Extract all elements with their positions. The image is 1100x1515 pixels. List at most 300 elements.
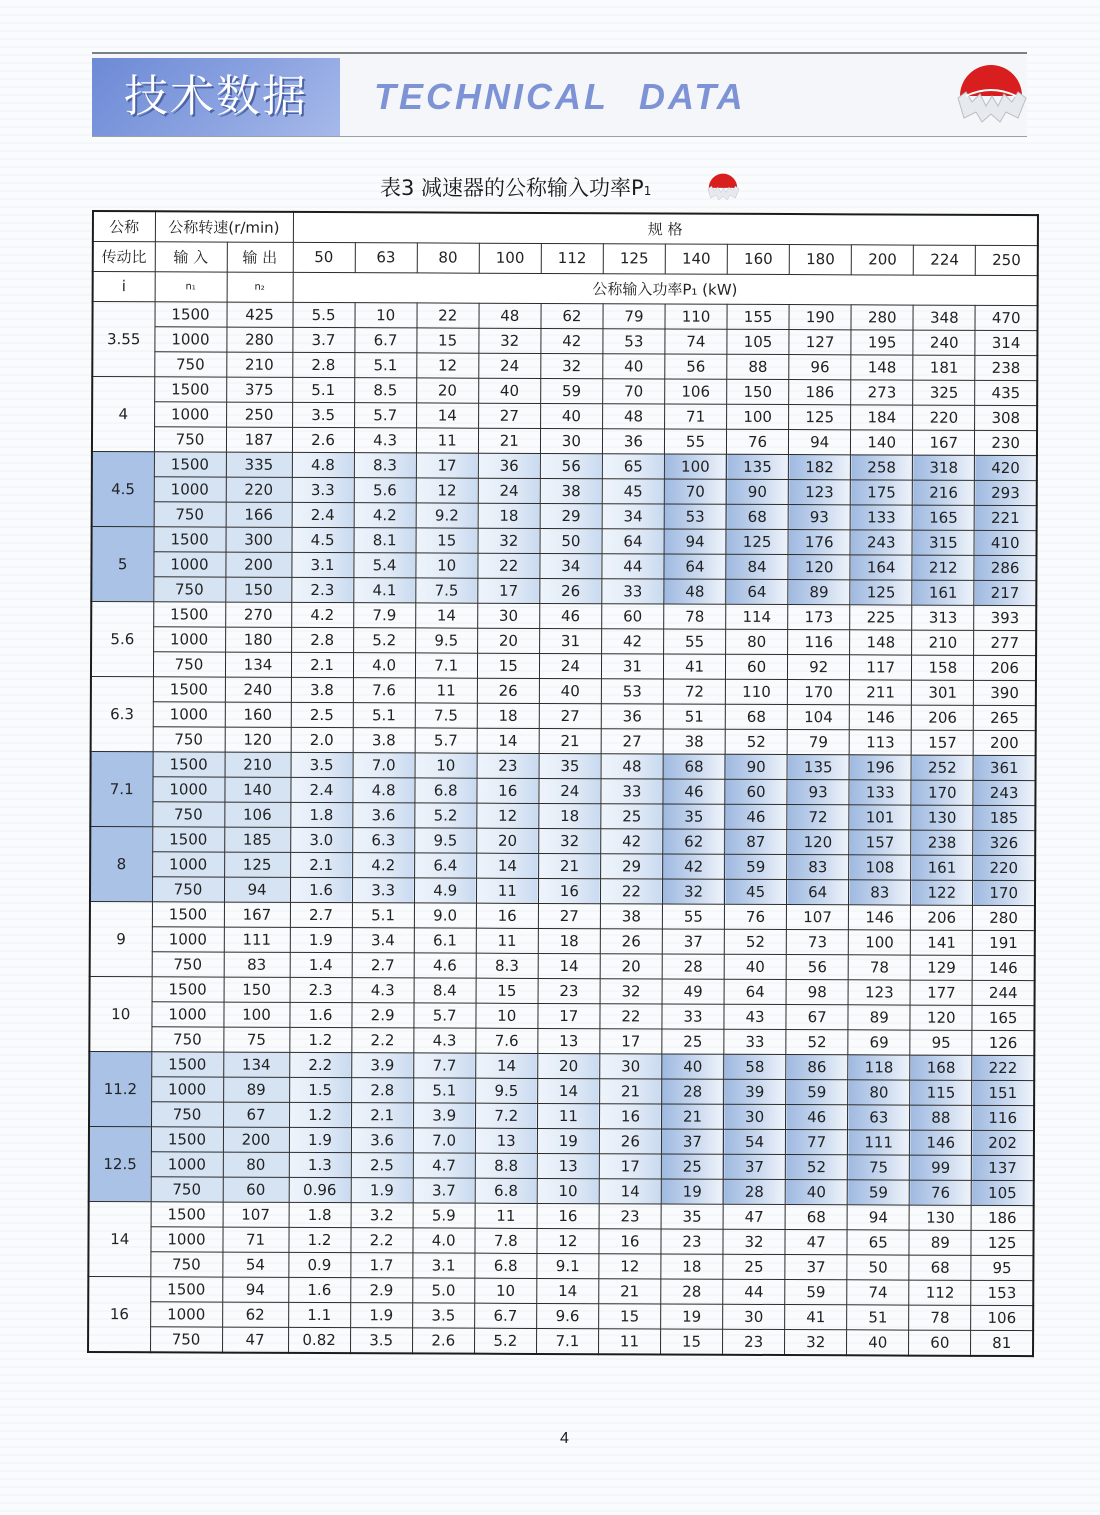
power-cell: 88 [727, 354, 789, 379]
power-cell: 46 [663, 778, 725, 803]
power-cell: 40 [847, 1329, 909, 1355]
power-cell: 2.9 [352, 1002, 414, 1027]
power-cell: 13 [537, 1153, 599, 1178]
size-header-cell: 200 [851, 244, 913, 274]
power-cell: 8.3 [354, 452, 416, 477]
power-cell: 195 [851, 329, 913, 354]
ratio-cell: 7.1 [90, 751, 152, 826]
power-cell: 170 [787, 679, 849, 704]
power-cell: 7.2 [475, 1103, 537, 1128]
power-cell: 51 [663, 703, 725, 728]
spec-header: 规 格 [293, 212, 1038, 245]
input-speed-cell: 750 [150, 1326, 222, 1352]
power-cell: 15 [660, 1328, 722, 1354]
power-cell: 27 [538, 903, 600, 928]
power-cell: 7.6 [353, 677, 415, 702]
power-cell: 52 [724, 929, 786, 954]
power-cell: 206 [974, 655, 1036, 680]
power-cell: 98 [786, 979, 848, 1004]
power-cell: 220 [973, 855, 1035, 880]
power-cell: 40 [539, 678, 601, 703]
power-cell: 12 [416, 477, 478, 502]
power-cell: 41 [785, 1304, 847, 1329]
power-cell: 10 [355, 302, 417, 327]
power-cell: 20 [476, 828, 538, 853]
power-cell: 50 [847, 1254, 909, 1279]
power-cell: 1.8 [289, 1202, 351, 1227]
input-speed-cell: 750 [154, 351, 226, 376]
power-cell: 9.0 [414, 902, 476, 927]
output-speed-cell: 200 [223, 1127, 289, 1152]
power-cell: 89 [788, 579, 850, 604]
power-cell: 211 [850, 679, 912, 704]
input-speed-cell: 1500 [153, 751, 225, 776]
power-cell: 28 [662, 953, 724, 978]
power-cell: 3.5 [412, 1302, 474, 1327]
power-cell: 41 [663, 653, 725, 678]
power-cell: 23 [477, 753, 539, 778]
power-cell: 92 [788, 654, 850, 679]
table-caption [380, 170, 780, 206]
power-cell: 25 [601, 803, 663, 828]
power-cell: 7.5 [415, 577, 477, 602]
power-cell: 6.4 [414, 852, 476, 877]
power-cell: 14 [415, 602, 477, 627]
power-cell: 4.6 [414, 952, 476, 977]
power-cell: 206 [912, 705, 974, 730]
power-cell: 65 [602, 453, 664, 478]
power-cell: 6.8 [415, 777, 477, 802]
power-cell: 9.1 [537, 1253, 599, 1278]
power-cell: 52 [786, 1029, 848, 1054]
power-cell: 100 [727, 404, 789, 429]
power-cell: 2.5 [291, 702, 353, 727]
power-cell: 63 [848, 1104, 910, 1129]
ratio-cell: 5.6 [91, 601, 153, 676]
power-cell: 59 [786, 1079, 848, 1104]
power-cell: 3.3 [292, 477, 354, 502]
power-cell: 5.7 [415, 727, 477, 752]
power-cell: 69 [848, 1029, 910, 1054]
power-cell: 115 [910, 1080, 972, 1105]
power-cell: 12 [599, 1253, 661, 1278]
power-cell: 1.1 [288, 1302, 350, 1327]
power-cell: 7.0 [353, 752, 415, 777]
power-cell: 125 [850, 579, 912, 604]
power-cell: 58 [724, 1054, 786, 1079]
power-cell: 39 [724, 1079, 786, 1104]
output-speed-cell: 335 [226, 452, 292, 477]
input-speed-cell: 1500 [151, 1126, 223, 1151]
power-cell: 14 [475, 1053, 537, 1078]
power-cell: 3.4 [352, 927, 414, 952]
power-cell: 55 [662, 903, 724, 928]
power-cell: 3.6 [351, 1127, 413, 1152]
power-cell: 14 [477, 728, 539, 753]
power-cell: 22 [478, 553, 540, 578]
input-speed-cell: 1000 [154, 476, 226, 501]
input-speed-cell: 1000 [150, 1301, 222, 1326]
power-cell: 22 [417, 302, 479, 327]
power-cell: 68 [663, 753, 725, 778]
power-cell: 19 [537, 1128, 599, 1153]
power-cell: 15 [477, 653, 539, 678]
power-cell: 18 [477, 703, 539, 728]
power-cell: 181 [913, 355, 975, 380]
table-row [88, 1326, 1033, 1356]
power-cell: 1.2 [288, 1227, 350, 1252]
power-cell: 81 [971, 1330, 1033, 1356]
output-speed-cell: 67 [223, 1102, 289, 1127]
size-header-cell: 80 [417, 242, 479, 272]
power-cell: 8.1 [354, 527, 416, 552]
power-cell: 5.7 [414, 1002, 476, 1027]
power-cell: 113 [849, 729, 911, 754]
input-speed-cell: 750 [151, 1176, 223, 1201]
power-cell: 120 [787, 829, 849, 854]
power-cell: 106 [971, 1305, 1033, 1330]
power-cell: 44 [723, 1279, 785, 1304]
output-speed-cell: 166 [226, 502, 292, 527]
power-cell: 157 [849, 829, 911, 854]
power-cell: 59 [540, 378, 602, 403]
power-cell: 99 [910, 1155, 972, 1180]
power-cell: 30 [724, 1104, 786, 1129]
power-cell: 53 [603, 328, 665, 353]
input-speed-cell: 1000 [153, 551, 225, 576]
power-cell: 10 [415, 752, 477, 777]
output-speed-cell: 140 [224, 777, 290, 802]
power-cell: 32 [478, 528, 540, 553]
power-cell: 22 [600, 878, 662, 903]
power-cell: 161 [911, 855, 973, 880]
power-cell: 14 [416, 402, 478, 427]
power-cell: 13 [475, 1128, 537, 1153]
power-cell: 125 [789, 404, 851, 429]
power-cell: 72 [787, 804, 849, 829]
power-cell: 40 [662, 1053, 724, 1078]
output-speed-cell: 425 [226, 302, 292, 327]
power-cell: 24 [539, 778, 601, 803]
input-speed-cell: 750 [152, 876, 224, 901]
power-cell: 217 [974, 580, 1036, 605]
power-cell: 64 [724, 979, 786, 1004]
power-cell: 238 [911, 830, 973, 855]
power-cell: 46 [786, 1104, 848, 1129]
power-cell: 62 [541, 303, 603, 328]
ratio-cell: 4.5 [92, 451, 154, 526]
power-cell: 191 [973, 930, 1035, 955]
power-cell: 120 [910, 1005, 972, 1030]
power-cell: 46 [539, 603, 601, 628]
ratio-cell: 3.55 [92, 301, 154, 376]
power-cell: 35 [539, 753, 601, 778]
power-cell: 155 [727, 304, 789, 329]
power-cell: 16 [537, 1203, 599, 1228]
input-speed-cell: 1000 [151, 1001, 223, 1026]
power-cell: 130 [911, 805, 973, 830]
power-cell: 117 [850, 654, 912, 679]
power-cell: 11 [415, 677, 477, 702]
output-speed-cell: 280 [226, 327, 292, 352]
power-cell: 3.8 [353, 727, 415, 752]
power-cell: 5.9 [413, 1202, 475, 1227]
power-cell: 46 [725, 804, 787, 829]
output-speed-cell: 210 [226, 352, 292, 377]
input-speed-cell: 750 [154, 501, 226, 526]
power-cell: 18 [661, 1253, 723, 1278]
header-title-en [374, 76, 776, 118]
power-cell: 175 [850, 479, 912, 504]
power-cell: 56 [786, 954, 848, 979]
power-cell: 7.7 [413, 1052, 475, 1077]
power-cell: 96 [789, 354, 851, 379]
power-cell: 29 [600, 853, 662, 878]
power-cell: 2.7 [352, 952, 414, 977]
power-cell: 55 [664, 429, 726, 454]
power-cell: 4.3 [354, 427, 416, 452]
power-cell: 315 [912, 530, 974, 555]
power-cell: 140 [851, 429, 913, 454]
power-cell: 7.8 [475, 1228, 537, 1253]
power-cell: 200 [973, 730, 1035, 755]
power-cell: 5.6 [354, 477, 416, 502]
power-cell: 77 [786, 1129, 848, 1154]
power-cell: 244 [972, 980, 1034, 1005]
power-cell: 176 [788, 529, 850, 554]
power-cell: 68 [785, 1204, 847, 1229]
power-cell: 76 [724, 904, 786, 929]
power-cell: 164 [850, 554, 912, 579]
power-cell: 185 [973, 805, 1035, 830]
power-cell: 243 [850, 529, 912, 554]
power-cell: 252 [911, 755, 973, 780]
power-cell: 165 [912, 505, 974, 530]
power-cell: 151 [972, 1080, 1034, 1105]
input-speed-cell: 1500 [154, 301, 226, 326]
power-cell: 73 [786, 929, 848, 954]
power-cell: 20 [416, 377, 478, 402]
output-speed-cell: 134 [223, 1052, 289, 1077]
power-cell: 47 [723, 1204, 785, 1229]
input-header: 输 入 [155, 241, 227, 271]
input-speed-cell: 1500 [153, 601, 225, 626]
ratio-header-line2: 传动比 [93, 241, 155, 271]
output-speed-cell: 89 [223, 1077, 289, 1102]
power-cell: 40 [478, 378, 540, 403]
power-cell: 70 [603, 378, 665, 403]
power-cell: 65 [847, 1229, 909, 1254]
size-header-cell: 125 [603, 243, 665, 273]
power-cell: 1.6 [290, 877, 352, 902]
power-cell: 7.9 [353, 602, 415, 627]
power-cell: 14 [476, 853, 538, 878]
power-cell: 220 [913, 405, 975, 430]
power-cell: 50 [540, 528, 602, 553]
power-cell: 56 [665, 354, 727, 379]
power-cell: 126 [972, 1030, 1034, 1055]
output-speed-cell: 187 [226, 427, 292, 452]
power-cell: 186 [789, 379, 851, 404]
input-speed-cell: 1000 [151, 1151, 223, 1176]
power-cell: 273 [851, 379, 913, 404]
power-cell: 107 [786, 904, 848, 929]
power-cell: 3.1 [291, 552, 353, 577]
power-cell: 94 [789, 429, 851, 454]
power-cell: 1.9 [290, 927, 352, 952]
power-cell: 9.2 [416, 502, 478, 527]
power-cell: 146 [849, 904, 911, 929]
power-cell: 89 [848, 1004, 910, 1029]
power-cell: 94 [664, 528, 726, 553]
power-cell: 28 [661, 1278, 723, 1303]
input-speed-cell: 1000 [154, 401, 226, 426]
power-cell: 308 [975, 405, 1037, 430]
power-cell: 112 [909, 1280, 971, 1305]
power-cell: 3.0 [290, 827, 352, 852]
power-cell: 318 [913, 455, 975, 480]
power-cell: 11 [476, 928, 538, 953]
power-cell: 23 [661, 1228, 723, 1253]
ratio-cell: 16 [88, 1276, 150, 1352]
power-cell: 3.3 [352, 877, 414, 902]
power-cell: 238 [975, 355, 1037, 380]
power-cell: 8.4 [414, 977, 476, 1002]
output-speed-cell: 94 [222, 1277, 288, 1302]
power-cell: 5.7 [354, 402, 416, 427]
power-cell: 38 [663, 728, 725, 753]
power-cell: 230 [975, 430, 1037, 455]
size-header-cell: 250 [976, 245, 1038, 275]
power-cell: 8.5 [354, 377, 416, 402]
output-speed-cell: 185 [224, 827, 290, 852]
power-cell: 129 [910, 955, 972, 980]
power-cell: 122 [911, 880, 973, 905]
output-speed-cell: 375 [226, 377, 292, 402]
power-cell: 167 [913, 430, 975, 455]
ratio-cell: 4 [92, 376, 154, 451]
power-cell: 21 [661, 1103, 723, 1128]
power-cell: 37 [723, 1154, 785, 1179]
power-cell: 2.7 [290, 902, 352, 927]
power-cell: 14 [599, 1178, 661, 1203]
power-cell: 90 [725, 754, 787, 779]
power-cell: 59 [785, 1279, 847, 1304]
power-cell: 40 [540, 403, 602, 428]
power-cell: 29 [540, 503, 602, 528]
power-cell: 2.6 [292, 427, 354, 452]
power-cell: 11 [475, 1203, 537, 1228]
power-cell: 173 [788, 604, 850, 629]
power-cell: 75 [847, 1154, 909, 1179]
power-cell: 206 [911, 905, 973, 930]
power-cell: 52 [785, 1154, 847, 1179]
power-cell: 221 [974, 505, 1036, 530]
power-cell: 38 [600, 903, 662, 928]
power-cell: 348 [913, 305, 975, 330]
power-cell: 21 [538, 853, 600, 878]
power-cell: 4.2 [291, 602, 353, 627]
output-speed-cell: 71 [222, 1227, 288, 1252]
power-cell: 222 [972, 1055, 1034, 1080]
output-speed-cell: 120 [225, 727, 291, 752]
power-cell: 4.8 [352, 777, 414, 802]
power-cell: 184 [851, 404, 913, 429]
power-cell: 79 [787, 729, 849, 754]
power-cell: 17 [538, 1003, 600, 1028]
power-cell: 15 [416, 527, 478, 552]
output-speed-cell: 270 [225, 602, 291, 627]
power-cell: 196 [849, 754, 911, 779]
output-speed-cell: 106 [224, 802, 290, 827]
input-speed-cell: 1000 [151, 1076, 223, 1101]
size-header-cell: 224 [914, 245, 976, 275]
power-cell: 36 [478, 453, 540, 478]
power-cell: 3.7 [292, 327, 354, 352]
page-header [92, 52, 1027, 137]
power-cell: 15 [417, 327, 479, 352]
power-cell: 31 [601, 653, 663, 678]
power-cell: 5.2 [353, 627, 415, 652]
power-cell: 45 [725, 879, 787, 904]
power-cell: 15 [476, 978, 538, 1003]
power-cell: 93 [787, 779, 849, 804]
power-cell: 25 [661, 1153, 723, 1178]
power-cell: 86 [786, 1054, 848, 1079]
power-cell: 30 [600, 1053, 662, 1078]
input-speed-cell: 1500 [154, 451, 226, 476]
size-header-cell: 112 [541, 243, 603, 273]
power-cell: 4.2 [354, 502, 416, 527]
output-speed-cell: 54 [222, 1252, 288, 1277]
power-cell: 12 [416, 352, 478, 377]
power-cell: 9.5 [475, 1078, 537, 1103]
power-cell: 1.5 [289, 1077, 351, 1102]
ratio-cell: 5 [91, 526, 153, 601]
power-cell: 435 [975, 380, 1037, 405]
power-cell: 17 [599, 1153, 661, 1178]
power-cell: 1.8 [290, 802, 352, 827]
power-cell: 93 [788, 504, 850, 529]
power-cell: 48 [601, 753, 663, 778]
power-cell: 5.5 [292, 302, 354, 327]
power-cell: 2.5 [351, 1152, 413, 1177]
output-speed-cell: 83 [224, 952, 290, 977]
power-cell: 16 [538, 878, 600, 903]
output-speed-cell: 160 [225, 702, 291, 727]
power-cell: 5.1 [354, 352, 416, 377]
power-cell: 2.8 [351, 1077, 413, 1102]
power-cell: 2.3 [291, 577, 353, 602]
power-cell: 71 [665, 404, 727, 429]
power-cell: 286 [974, 555, 1036, 580]
power-cell: 100 [848, 929, 910, 954]
page-number: 4 [560, 1430, 569, 1447]
ratio-header-symbol: i [93, 271, 155, 301]
power-cell: 42 [541, 328, 603, 353]
power-cell: 130 [909, 1205, 971, 1230]
power-cell: 7.1 [415, 652, 477, 677]
ratio-cell: 12.5 [89, 1126, 151, 1201]
power-cell: 105 [727, 329, 789, 354]
power-cell: 48 [479, 303, 541, 328]
power-cell: 4.7 [413, 1152, 475, 1177]
output-speed-cell: 220 [226, 477, 292, 502]
power-cell: 87 [725, 829, 787, 854]
output-speed-cell: 250 [226, 402, 292, 427]
power-cell: 35 [661, 1203, 723, 1228]
ratio-cell: 8 [90, 826, 152, 901]
